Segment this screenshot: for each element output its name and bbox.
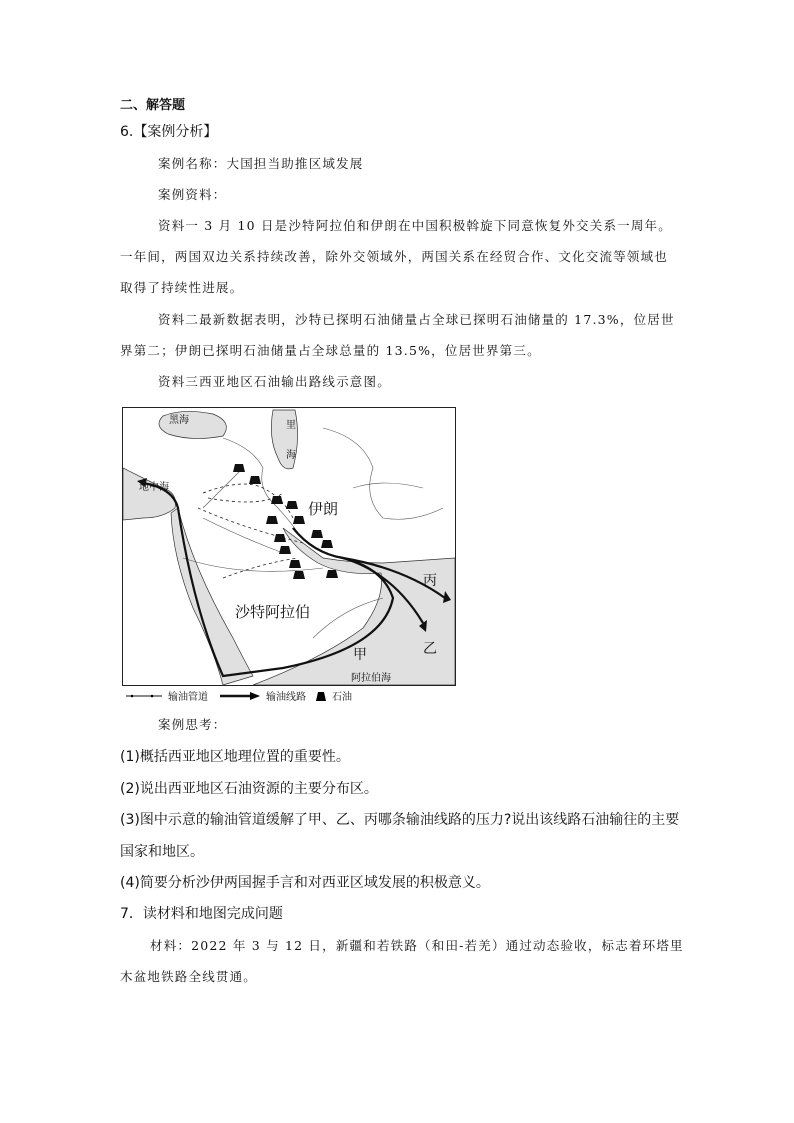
oil-legend-icon xyxy=(316,691,326,701)
section-title: 二、解答题 xyxy=(120,98,186,113)
question-item: (4)简要分析沙伊两国握手言和对西亚区域发展的积极意义。 xyxy=(120,875,490,891)
q7-material-line: 木盆地铁路全线贯通。 xyxy=(120,969,258,984)
label-route-bing: 丙 xyxy=(423,573,437,589)
question-item: (2)说出西亚地区石油资源的主要分布区。 xyxy=(120,781,378,797)
material2-line: 界第二；伊朗已探明石油储量占全球总量的 13.5%，位居世界第三。 xyxy=(120,343,541,358)
material1-line: 一年间，两国双边关系持续改善，除外交领域外，两国关系在经贸合作、文化交流等领域也 xyxy=(120,249,669,264)
case-name: 案例名称：大国担当助推区域发展 xyxy=(158,156,364,171)
label-route-yi: 乙 xyxy=(423,641,437,657)
label-iran: 伊朗 xyxy=(308,500,339,518)
legend-route: 输油线路 xyxy=(266,692,306,703)
label-arabian-sea: 阿拉伯海 xyxy=(351,673,391,684)
map-legend xyxy=(126,688,352,703)
label-mediterranean: 地中海 xyxy=(139,482,169,493)
route-legend-icon xyxy=(220,691,260,701)
legend-oil: 石油 xyxy=(332,692,352,703)
legend-pipeline: 输油管道 xyxy=(168,692,208,703)
label-black-sea: 黑海 xyxy=(169,415,189,426)
material1-line: 资料一 3 月 10 日是沙特阿拉伯和伊朗在中国积极斡旋下同意恢复外交关系一周年。 xyxy=(158,218,672,233)
q7-material-line: 材料：2022 年 3 与 12 日，新疆和若铁路（和田-若羌）通过动态验收，标志着环塔里 xyxy=(150,938,684,953)
case-material-label: 案例资料： xyxy=(158,187,227,202)
oil-route-map xyxy=(122,407,456,686)
label-caspian-sea: 海 xyxy=(286,450,296,461)
question-item: 国家和地区。 xyxy=(120,844,204,860)
question-6-title: 6.【案例分析】 xyxy=(120,124,218,140)
label-route-jia: 甲 xyxy=(353,647,367,663)
question-item: (3)图中示意的输油管道缓解了甲、乙、丙哪条输油线路的压力?说出该线路石油输往的主要 xyxy=(120,812,680,828)
label-caspian-sea: 里 xyxy=(286,420,296,431)
material3: 资料三西亚地区石油输出路线示意图。 xyxy=(158,374,391,389)
mediterranean-sea xyxy=(123,468,176,520)
pipeline-legend-icon xyxy=(126,692,162,700)
material2-line: 资料二最新数据表明，沙特已探明石油储量占全球已探明石油储量的 17.3%，位居世 xyxy=(158,312,675,327)
question-7-title: 7．读材料和地图完成问题 xyxy=(120,906,283,922)
thinking-label: 案例思考： xyxy=(158,717,227,732)
material1-line: 取得了持续性进展。 xyxy=(120,280,244,295)
question-item: (1)概括西亚地区地理位置的重要性。 xyxy=(120,749,350,765)
label-saudi-arabia: 沙特阿拉伯 xyxy=(235,603,311,621)
